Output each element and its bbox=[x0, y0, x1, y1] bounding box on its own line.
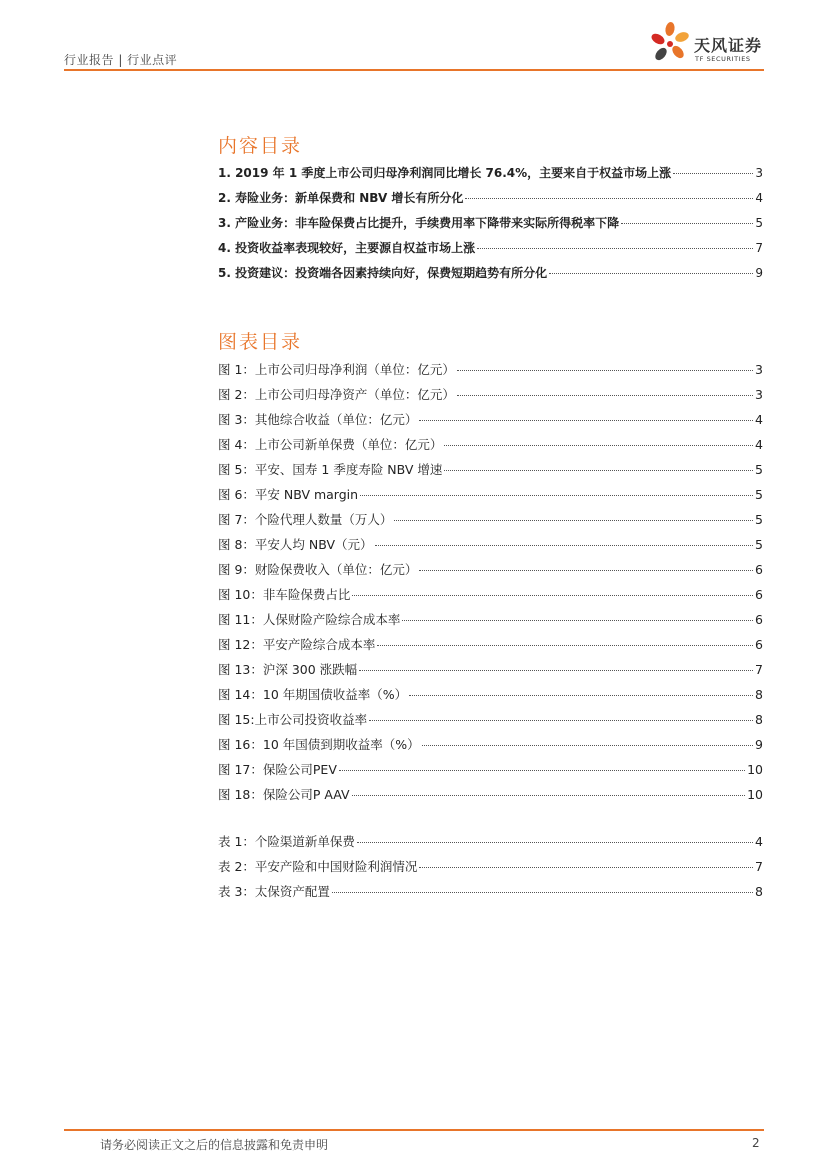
dot-leader bbox=[359, 670, 753, 671]
toc-entry[interactable] bbox=[218, 785, 763, 803]
toc-entry-page: 6 bbox=[755, 587, 763, 602]
dot-leader bbox=[360, 495, 753, 496]
logo-english-name: TF SECURITIES bbox=[695, 55, 751, 63]
page-number: 2 bbox=[752, 1136, 760, 1150]
toc-entry-page: 3 bbox=[755, 362, 763, 377]
toc-entry-page: 5 bbox=[755, 216, 763, 230]
dot-leader bbox=[457, 370, 753, 371]
dot-leader bbox=[457, 395, 753, 396]
dot-leader bbox=[444, 445, 753, 446]
toc-entry-page: 7 bbox=[755, 859, 763, 874]
toc-entry-text: 图 5：平安、国寿 1 季度寿险 NBV 增速 bbox=[218, 462, 443, 477]
footer-disclaimer[interactable]: 请务必阅读正文之后的信息披露和免责申明 bbox=[100, 1138, 329, 1152]
dot-leader bbox=[352, 795, 746, 796]
dot-leader bbox=[422, 745, 753, 746]
toc-entry-page: 5 bbox=[755, 537, 763, 552]
toc-entry[interactable] bbox=[218, 635, 763, 653]
toc-entry-page: 5 bbox=[755, 487, 763, 502]
toc-entry[interactable] bbox=[218, 560, 763, 578]
dot-leader bbox=[394, 520, 753, 521]
toc-entry[interactable] bbox=[218, 460, 763, 478]
toc-entry-page: 9 bbox=[755, 266, 763, 280]
dot-leader bbox=[419, 570, 753, 571]
toc-title: 内容目录 bbox=[218, 135, 303, 157]
dot-leader bbox=[339, 770, 745, 771]
toc-entry-text: 图 17：保险公司PEV bbox=[218, 762, 337, 777]
toc-entry-text: 5. 投资建议：投资端各因素持续向好，保费短期趋势有所分化 bbox=[218, 266, 548, 280]
dot-leader bbox=[402, 620, 753, 621]
dot-leader bbox=[375, 545, 754, 546]
toc-entry[interactable] bbox=[218, 239, 763, 257]
toc-entry[interactable] bbox=[218, 485, 763, 503]
toc-entry-text: 图 8：平安人均 NBV（元） bbox=[218, 537, 373, 552]
toc-entry-text: 图 6：平安 NBV margin bbox=[218, 487, 359, 502]
toc-entry-page: 4 bbox=[755, 437, 763, 452]
toc-entry-text: 图 15:上市公司投资收益率 bbox=[218, 712, 368, 727]
toc-entry-text: 4. 投资收益率表现较好，主要源自权益市场上涨 bbox=[218, 241, 476, 255]
toc-entry[interactable] bbox=[218, 535, 763, 553]
toc-entry[interactable] bbox=[218, 164, 763, 182]
toc-entry[interactable] bbox=[218, 435, 763, 453]
toc-entry[interactable] bbox=[218, 760, 763, 778]
toc-entry[interactable] bbox=[218, 832, 763, 850]
toc-entry-text: 图 3：其他综合收益（单位：亿元） bbox=[218, 412, 418, 427]
dot-leader bbox=[549, 273, 753, 274]
dot-leader bbox=[477, 248, 753, 249]
toc-entry[interactable] bbox=[218, 360, 763, 378]
toc-entry-page: 7 bbox=[755, 241, 763, 255]
toc-entry[interactable] bbox=[218, 735, 763, 753]
figures-toc-title: 图表目录 bbox=[218, 331, 303, 353]
toc-entry-page: 3 bbox=[755, 166, 763, 180]
toc-entry[interactable] bbox=[218, 510, 763, 528]
toc-entry-page: 8 bbox=[755, 687, 763, 702]
toc-entry-text: 图 12：平安产险综合成本率 bbox=[218, 637, 376, 652]
toc-entry-text: 图 18：保险公司P AAV bbox=[218, 787, 350, 802]
toc-entry[interactable] bbox=[218, 685, 763, 703]
toc-entry[interactable] bbox=[218, 585, 763, 603]
toc-entry[interactable] bbox=[218, 385, 763, 403]
toc-entry-text: 表 1：个险渠道新单保费 bbox=[218, 834, 355, 849]
toc-entry-page: 6 bbox=[755, 612, 763, 627]
toc-entry-text: 图 2：上市公司归母净资产（单位：亿元） bbox=[218, 387, 455, 402]
toc-entry-text: 图 1：上市公司归母净利润（单位：亿元） bbox=[218, 362, 455, 377]
toc-entry-text: 3. 产险业务：非车险保费占比提升，手续费用率下降带来实际所得税率下降 bbox=[218, 216, 620, 230]
dot-leader bbox=[377, 645, 753, 646]
report-category: 行业报告 | 行业点评 bbox=[64, 53, 178, 67]
toc-entry-text: 图 7：个险代理人数量（万人） bbox=[218, 512, 393, 527]
toc-entry[interactable] bbox=[218, 882, 763, 900]
toc-entry-page: 3 bbox=[755, 387, 763, 402]
toc-entry[interactable] bbox=[218, 610, 763, 628]
toc-entry-page: 5 bbox=[755, 512, 763, 527]
flower-logo-icon bbox=[648, 20, 692, 68]
toc-entry-text: 图 10：非车险保费占比 bbox=[218, 587, 351, 602]
dot-leader bbox=[444, 470, 753, 471]
toc-entry-page: 8 bbox=[755, 712, 763, 727]
toc-entry[interactable] bbox=[218, 857, 763, 875]
toc-entry[interactable] bbox=[218, 264, 763, 282]
dot-leader bbox=[369, 720, 753, 721]
toc-entry-page: 10 bbox=[747, 762, 763, 777]
logo-chinese-name: 天风证券 bbox=[694, 36, 763, 55]
toc-entry-text: 表 3：太保资产配置 bbox=[218, 884, 330, 899]
toc-entry-text: 图 4：上市公司新单保费（单位：亿元） bbox=[218, 437, 443, 452]
toc-entry[interactable] bbox=[218, 660, 763, 678]
toc-entry-text: 2. 寿险业务：新单保费和 NBV 增长有所分化 bbox=[218, 191, 464, 205]
dot-leader bbox=[465, 198, 753, 199]
company-logo bbox=[648, 20, 768, 70]
toc-entry-page: 7 bbox=[755, 662, 763, 677]
toc-entry[interactable] bbox=[218, 189, 763, 207]
toc-entry-page: 4 bbox=[755, 834, 763, 849]
dot-leader bbox=[409, 695, 753, 696]
dot-leader bbox=[621, 223, 753, 224]
toc-entry-page: 9 bbox=[755, 737, 763, 752]
toc-entry-page: 5 bbox=[755, 462, 763, 477]
toc-entry-page: 6 bbox=[755, 637, 763, 652]
dot-leader bbox=[419, 420, 753, 421]
toc-entry[interactable] bbox=[218, 410, 763, 428]
footer-divider bbox=[64, 1129, 764, 1131]
toc-entry-text: 图 14：10 年期国债收益率（%） bbox=[218, 687, 408, 702]
toc-entry-page: 4 bbox=[755, 191, 763, 205]
toc-entry-text: 表 2：平安产险和中国财险利润情况 bbox=[218, 859, 418, 874]
dot-leader bbox=[419, 867, 753, 868]
toc-entry-page: 4 bbox=[755, 412, 763, 427]
toc-entry-text: 图 9：财险保费收入（单位：亿元） bbox=[218, 562, 418, 577]
dot-leader bbox=[332, 892, 753, 893]
dot-leader bbox=[352, 595, 753, 596]
toc-entry-page: 8 bbox=[755, 884, 763, 899]
toc-entry-page: 10 bbox=[747, 787, 763, 802]
toc-entry-text: 1. 2019 年 1 季度上市公司归母净利润同比增长 76.4%，主要来自于权益市场上涨 bbox=[218, 166, 672, 180]
toc-entry-text: 图 13：沪深 300 涨跌幅 bbox=[218, 662, 358, 677]
dot-leader bbox=[673, 173, 753, 174]
toc-entry-page: 6 bbox=[755, 562, 763, 577]
dot-leader bbox=[357, 842, 753, 843]
toc-entry-text: 图 16：10 年国债到期收益率（%） bbox=[218, 737, 420, 752]
toc-entry[interactable] bbox=[218, 214, 763, 232]
toc-entry-text: 图 11：人保财险产险综合成本率 bbox=[218, 612, 401, 627]
toc-entry[interactable] bbox=[218, 710, 763, 728]
